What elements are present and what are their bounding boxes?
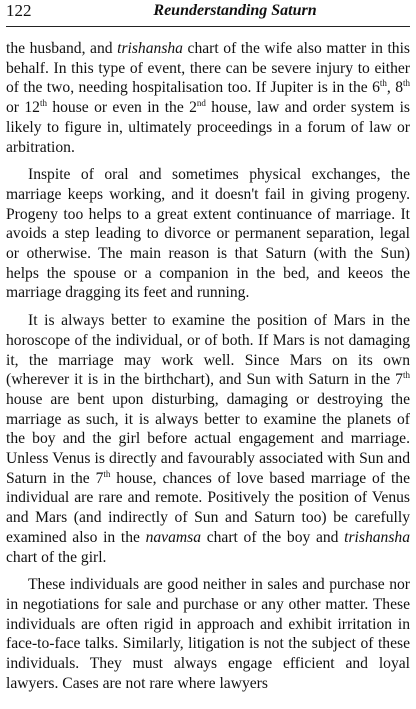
ordinal-suffix: nd — [196, 97, 206, 108]
text-run: house, chances of love based marriage of the individual are rare and remote. Positively the position of Venus and Mars (and indirectly of Sun and Saturn too) be carefully examined also in the — [6, 469, 410, 546]
paragraph — [6, 165, 410, 303]
body-text — [6, 39, 410, 694]
text-run: house or even in the 2 — [46, 99, 197, 117]
paragraph — [6, 39, 410, 157]
italic-term: navamsa — [145, 528, 202, 546]
italic-term: trishansha — [117, 40, 183, 57]
text-run: house are bent upon disturbing, damaging or destroying the marriage as such, it is always better to examine the planets of the boy and the girl before actual engagement and marriage. Unless Venus is directly and favourably associated with Sun and Saturn in the 7 — [6, 390, 410, 487]
text-run: chart of the girl. — [6, 548, 107, 566]
ordinal-suffix: th — [379, 78, 387, 89]
text-run: Inspite of oral and sometimes physical exchanges, the marriage keeps working, and it doesn't fail in giving progeny. Progeny too helps to a great extent continuance of marriage. It avoids a step leading to divorce or permanent separation, legal or otherwise. The main reason is that Saturn (with the Sun) helps the spouse or a companion in the bed, and keeos the marriage dragging its feet and running. — [6, 166, 410, 302]
text-run: house, law and order system is likely to figure in, ultimately proceedings in a forum of law or arbitration. — [6, 99, 410, 156]
page-header — [6, 0, 410, 27]
text-run: chart of the wife also matter in this behalf. In this type of event, there can be severe injury to either of the two, needing hospitalisation too. If Jupiter is in the 6 — [6, 40, 410, 97]
ordinal-suffix: th — [103, 468, 111, 479]
italic-term: trishansha — [344, 528, 410, 546]
text-run: the husband, and — [6, 40, 118, 57]
ordinal-suffix: th — [402, 78, 410, 89]
text-run: or 12 — [6, 99, 40, 117]
text-run: chart of the boy and — [201, 528, 345, 546]
ordinal-suffix: th — [39, 97, 47, 108]
paragraph — [6, 311, 410, 567]
text-run: It is always better to examine the position of Mars in the horoscope of the individual, or of both. If Mars is not damaging it, the marriage may work well. Since Mars on its own (wherever it is in the birthchart), and Sun with Saturn in the 7 — [6, 312, 410, 389]
page-number: 122 — [6, 1, 32, 20]
text-run: , 8 — [386, 79, 403, 97]
paragraph — [6, 575, 410, 693]
text-run: These individuals are good neither in sales and purchase nor in negotiations for sale and purchase or any other matter. These individuals are often rigid in approach and exhibit irritation in face-to-face talks. Similarly, litigation is not the subject of these individuals. They must always engage efficient and loyal lawyers. Cases are not rare where lawyers — [6, 576, 410, 692]
ordinal-suffix: th — [402, 370, 410, 381]
running-title: Reunderstanding Saturn — [153, 2, 317, 19]
